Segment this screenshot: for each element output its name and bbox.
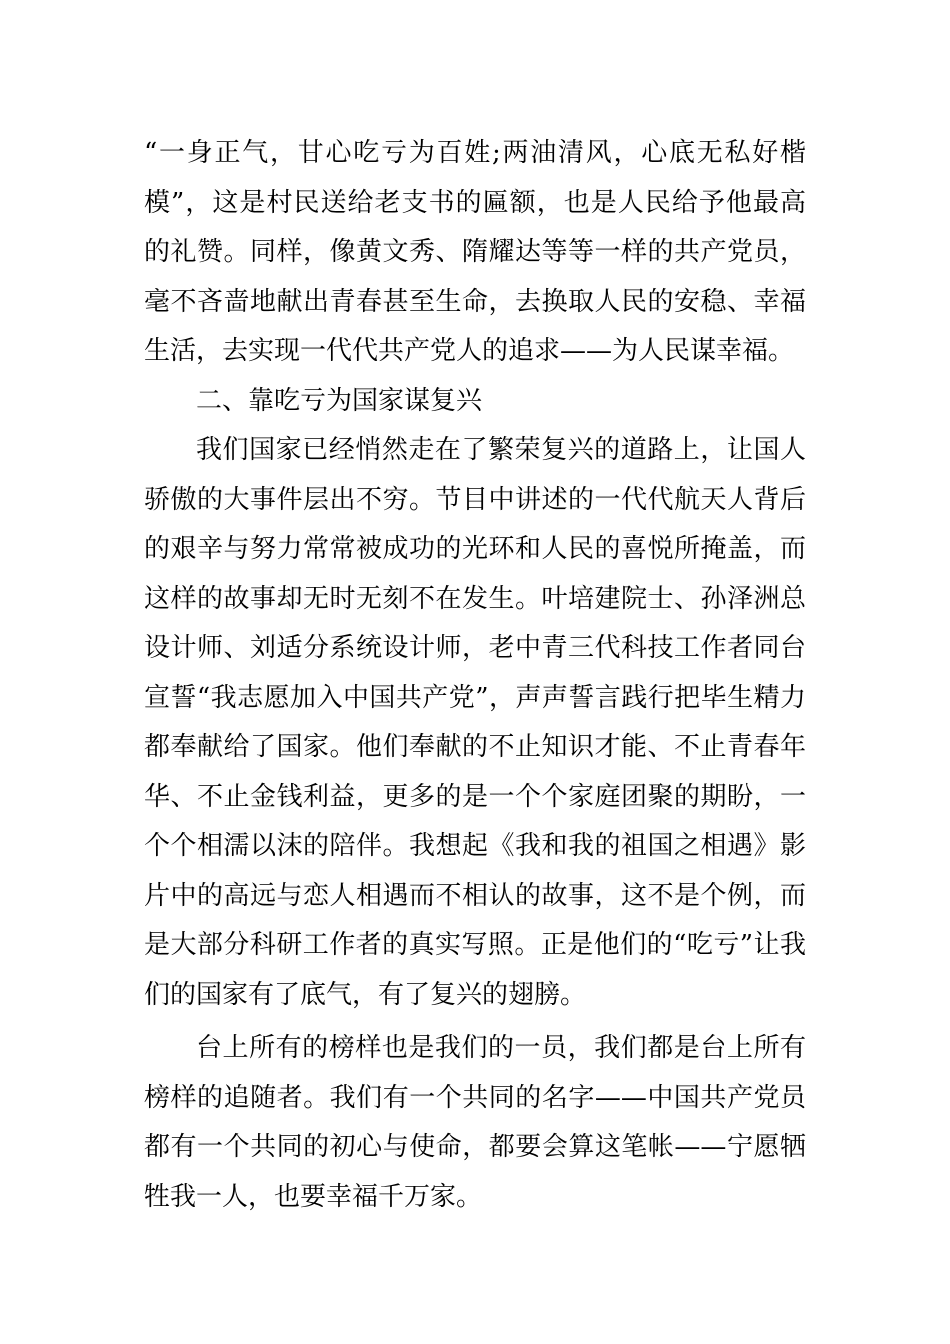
paragraph-continuation: “一身正气，甘心吃亏为百姓;两油清风，心底无私好楷模”，这是村民送给老支书的匾额，也是人民给予他最高的礼赞。同样，像黄文秀、隋耀达等等一样的共产党员，毫不吝啬地献出青春甚至生命，去换取人民的安稳、幸福生活，去实现一代代共产党人的追求——为人民谋幸福。 — [144, 138, 806, 366]
document-body — [144, 129, 806, 1222]
section-heading: 二、靠吃亏为国家谋复兴 — [196, 385, 483, 416]
paragraph-body: 我们国家已经悄然走在了繁荣复兴的道路上，让国人骄傲的大事件层出不穷。节目中讲述的一代代航天人背后的艰辛与努力常常被成功的光环和人民的喜悦所掩盖，而这样的故事却无时无刻不在发生。叶培建院士、孙泽洲总设计师、刘适分系统设计师，老中青三代科技工作者同台宣誓“我志愿加入中国共产党”，声声誓言践行把毕生精力都奉献给了国家。他们奉献的不止知识才能、不止青春年华、不止金钱利益，更多的是一个个家庭团聚的期盼，一个个相濡以沫的陪伴。我想起《我和我的祖国之相遇》影片中的高远与恋人相遇而不相认的故事，这不是个例，而是大部分科研工作者的真实写照。正是他们的“吃亏”让我们的国家有了底气，有了复兴的翅膀。 — [144, 435, 806, 1010]
paragraph-conclusion: 台上所有的榜样也是我们的一员，我们都是台上所有榜样的追随者。我们有一个共同的名字——中国共产党员都有一个共同的初心与使命，都要会算这笔帐——宁愿牺牲我一人，也要幸福千万家。 — [144, 1033, 806, 1212]
